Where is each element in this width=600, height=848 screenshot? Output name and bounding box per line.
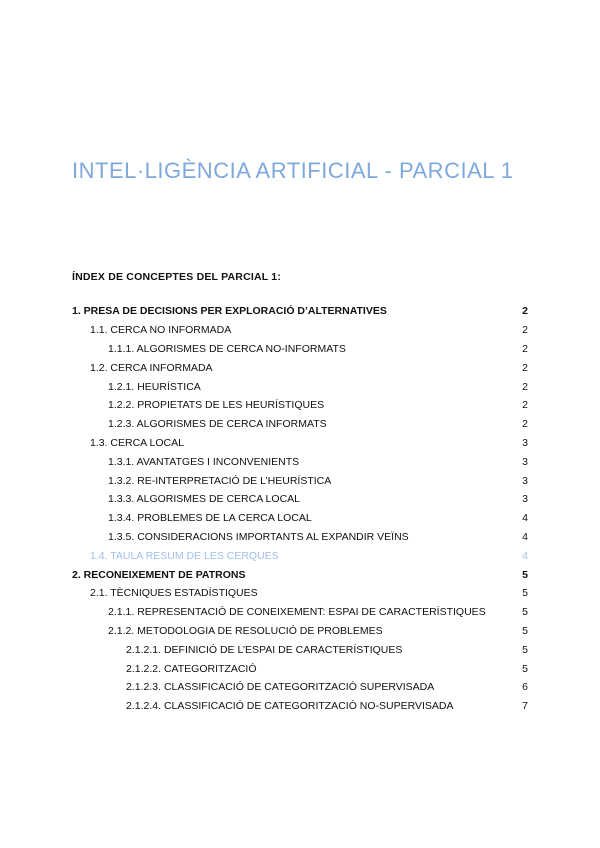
toc-entry[interactable] — [72, 697, 528, 716]
toc-entry[interactable] — [72, 509, 528, 528]
toc-entry[interactable] — [72, 321, 528, 340]
toc-entry-page: 5 — [522, 662, 528, 675]
toc-entry-page: 5 — [522, 643, 528, 656]
toc-entry-label: 2.1.2.1. DEFINICIÓ DE L’ESPAI DE CARACTERÍSTIQUES — [126, 643, 403, 656]
toc-entry-page: 5 — [522, 587, 528, 600]
toc-entry-page: 5 — [522, 624, 528, 637]
toc-entry-label: 2. RECONEIXEMENT DE PATRONS — [72, 568, 246, 581]
toc-entry-label: 1.3.2. RE-INTERPRETACIÓ DE L’HEURÍSTICA — [108, 474, 332, 487]
toc-entry-page: 3 — [522, 455, 528, 468]
toc-entry[interactable] — [72, 528, 528, 547]
toc-entry-page: 2 — [522, 324, 528, 337]
toc-entry-page: 5 — [522, 568, 528, 581]
toc-entry-label: 1.3.3. ALGORISMES DE CERCA LOCAL — [108, 493, 300, 506]
toc-entry-label: 2.1.2.3. CLASSIFICACIÓ DE CATEGORITZACIÓ SUPERVISADA — [126, 681, 435, 694]
toc-entry[interactable] — [72, 565, 528, 584]
toc-entry-label: 1.3.1. AVANTATGES I INCONVENIENTS — [108, 455, 300, 468]
toc-entry-label: 1.3. CERCA LOCAL — [90, 436, 184, 449]
toc-entry-label: 2.1.1. REPRESENTACIÓ DE CONEIXEMENT: ESPAI DE CARACTERÍSTIQUES — [108, 606, 486, 619]
toc-entry[interactable] — [72, 471, 528, 490]
toc-entry-label: 2.1.2. METODOLOGIA DE RESOLUCIÓ DE PROBLEMES — [108, 624, 383, 637]
toc-entry[interactable] — [72, 396, 528, 415]
toc-entry[interactable] — [72, 546, 528, 565]
toc-entry-page: 4 — [522, 530, 528, 543]
toc-entry-page: 3 — [522, 474, 528, 487]
index-heading: ÍNDEX DE CONCEPTES DEL PARCIAL 1: — [72, 271, 282, 283]
toc-entry-label: 2.1. TÈCNIQUES ESTADÍSTIQUES — [90, 587, 258, 600]
toc-entry-page: 5 — [522, 606, 528, 619]
toc-entry[interactable] — [72, 622, 528, 641]
toc-entry-page: 2 — [522, 361, 528, 374]
table-of-contents — [72, 302, 528, 716]
toc-entry[interactable] — [72, 377, 528, 396]
toc-entry-label: 1.3.4. PROBLEMES DE LA CERCA LOCAL — [108, 512, 312, 525]
toc-entry-label: 1.2. CERCA INFORMADA — [90, 361, 213, 374]
toc-entry[interactable] — [72, 340, 528, 359]
toc-entry-label: 1. PRESA DE DECISIONS PER EXPLORACIÓ D’ALTERNATIVES — [72, 305, 387, 318]
toc-entry[interactable] — [72, 302, 528, 321]
toc-entry-page: 2 — [522, 418, 528, 431]
toc-entry-label: 1.2.1. HEURÍSTICA — [108, 380, 201, 393]
toc-entry-label: 1.3.5. CONSIDERACIONS IMPORTANTS AL EXPANDIR VEÏNS — [108, 530, 409, 543]
toc-entry-page: 2 — [522, 305, 528, 318]
toc-entry-label: 1.1. CERCA NO INFORMADA — [90, 324, 232, 337]
toc-entry-label: 2.1.2.2. CATEGORITZACIÓ — [126, 662, 257, 675]
toc-entry[interactable] — [72, 659, 528, 678]
toc-entry[interactable] — [72, 640, 528, 659]
toc-entry[interactable] — [72, 415, 528, 434]
toc-entry[interactable] — [72, 452, 528, 471]
toc-entry[interactable] — [72, 584, 528, 603]
toc-entry-page: 6 — [522, 681, 528, 694]
toc-entry-label: 1.2.2. PROPIETATS DE LES HEURÍSTIQUES — [108, 399, 325, 412]
toc-entry-label: 1.1.1. ALGORISMES DE CERCA NO-INFORMATS — [108, 342, 346, 355]
toc-entry[interactable] — [72, 434, 528, 453]
toc-entry[interactable] — [72, 358, 528, 377]
toc-entry-page: 3 — [522, 493, 528, 506]
toc-entry-page: 2 — [522, 399, 528, 412]
toc-entry-label: 1.2.3. ALGORISMES DE CERCA INFORMATS — [108, 418, 327, 431]
toc-entry[interactable] — [72, 603, 528, 622]
toc-entry[interactable] — [72, 490, 528, 509]
toc-entry[interactable] — [72, 678, 528, 697]
toc-entry-page: 4 — [522, 512, 528, 525]
toc-entry-page: 3 — [522, 436, 528, 449]
document-title: INTEL·LIGÈNCIA ARTIFICIAL - PARCIAL 1 — [72, 158, 514, 183]
toc-entry-page: 2 — [522, 342, 528, 355]
toc-entry-label: 1.4. TAULA RESUM DE LES CERQUES — [90, 549, 279, 562]
toc-entry-page: 4 — [522, 549, 528, 562]
toc-entry-page: 2 — [522, 380, 528, 393]
toc-entry-page: 7 — [522, 700, 528, 713]
toc-entry-label: 2.1.2.4. CLASSIFICACIÓ DE CATEGORITZACIÓ NO-SUPERVISADA — [126, 700, 454, 713]
